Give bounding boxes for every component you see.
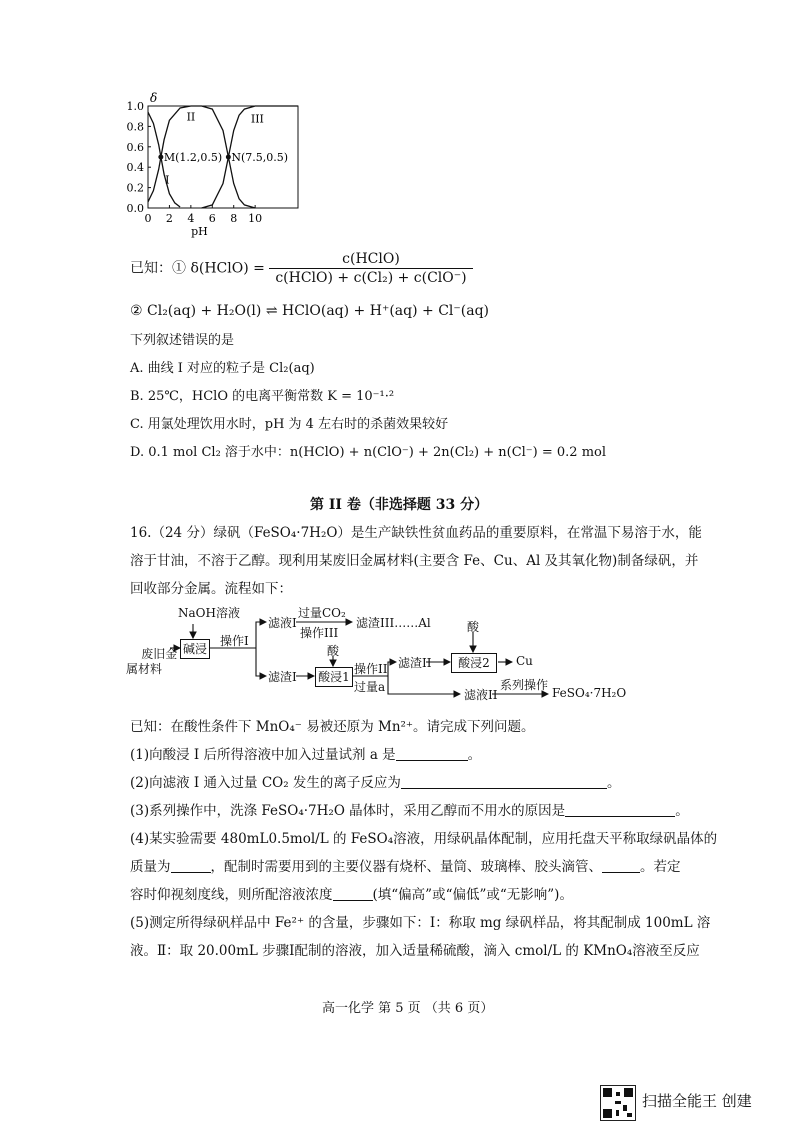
q16-sub1-text: (1)向酸浸 I 后所得溶液中加入过量试剂 a 是 bbox=[130, 747, 396, 763]
flow-excess-a: 过量a bbox=[354, 680, 386, 694]
q15-option-c: C. 用氯处理饮用水时，pH 为 4 左右时的杀菌效果较好 bbox=[130, 417, 449, 432]
flow-op2: 操作II bbox=[354, 662, 388, 676]
annotation-label: N(7.5,0.5) bbox=[231, 151, 289, 164]
flow-box-acid2: 酸浸2 bbox=[451, 653, 497, 673]
flow-diagram bbox=[120, 602, 640, 712]
delta-lhs: δ(HClO) = bbox=[190, 260, 265, 277]
q16-sub3-blank[interactable] bbox=[565, 802, 675, 817]
y-tick-label: 0.6 bbox=[126, 140, 144, 154]
x-tick-label: 4 bbox=[187, 212, 195, 225]
q16-sub4-l2c: 。若定 bbox=[640, 859, 681, 875]
flow-naoh: NaOH溶液 bbox=[178, 606, 240, 620]
q15-option-d: D. 0.1 mol Cl₂ 溶于水中：n(HClO) + n(ClO⁻) + 2n(Cl₂) + n(Cl⁻) = 0.2 mol bbox=[130, 445, 607, 460]
flow-box-alkali: 碱浸 bbox=[180, 639, 210, 659]
q15-prompt: 下列叙述错误的是 bbox=[130, 333, 235, 348]
q16-intro-line2: 溶于甘油，不溶于乙醇。现利用某废旧金属材料(主要含 Fe、Cu、Al 及其氧化物)制备绿矾，并 bbox=[130, 553, 699, 569]
y-tick-label: 0.0 bbox=[126, 202, 144, 215]
q16-sub1: (1)向酸浸 I 后所得溶液中加入过量试剂 a 是 。 bbox=[130, 747, 482, 763]
known-definition bbox=[130, 250, 473, 290]
y-axis-label: δ bbox=[150, 91, 158, 105]
flow-residue2: 滤渣II bbox=[398, 656, 432, 670]
delta-fraction bbox=[269, 250, 472, 287]
delta-numerator: c(HClO) bbox=[269, 250, 472, 269]
watermark-text: 扫描全能王 创建 bbox=[642, 1092, 752, 1110]
q16-sub4-l3a: 容时仰视刻度线，则所配溶液浓度 bbox=[130, 887, 333, 903]
annotation-point bbox=[158, 155, 163, 160]
y-tick-label: 0.4 bbox=[126, 161, 144, 175]
x-tick-label: 8 bbox=[230, 212, 238, 225]
q16-sub4-blank-instrument[interactable] bbox=[602, 858, 640, 873]
q15-option-b: B. 25℃，HClO 的电离平衡常数 K = 10⁻¹·² bbox=[130, 389, 395, 404]
q16-sub4-line3 bbox=[130, 886, 573, 904]
q16-sub3-text: (3)系列操作中，洗涤 FeSO₄·7H₂O 晶体时，采用乙醇而不用水的原因是 bbox=[130, 803, 566, 819]
q16-sub2-text: (2)向滤液 I 通入过量 CO₂ 发生的离子反应为 bbox=[130, 775, 401, 791]
q16-sub2: (2)向滤液 I 通入过量 CO₂ 发生的离子反应为 。 bbox=[130, 775, 621, 791]
series-label-II: II bbox=[186, 110, 196, 124]
y-tick-label: 1.0 bbox=[126, 100, 144, 113]
q16-sub4-blank-conc[interactable] bbox=[333, 886, 373, 901]
q16-sub5-line1: (5)测定所得绿矾样品中 Fe²⁺ 的含量，步骤如下：Ⅰ：称取 mg 绿矾样品，将其配制成 100mL 溶 bbox=[130, 915, 711, 931]
y-tick-label: 0.2 bbox=[126, 181, 144, 195]
q16-sub4-line1: (4)某实验需要 480mL0.5mol/L 的 FeSO₄溶液，用绿矾晶体配制，应用托盘天平称取绿矾晶体的 bbox=[130, 831, 718, 847]
q16-sub4-l2b: ，配制时需要用到的主要仪器有烧杯、量筒、玻璃棒、胶头滴管、 bbox=[210, 859, 602, 875]
flow-op3: 操作III bbox=[300, 626, 339, 640]
flow-box-acid1: 酸浸1 bbox=[315, 667, 353, 687]
flow-cu: Cu bbox=[516, 654, 533, 668]
q16-sub4-l3b: (填“偏高”或“偏低”或“无影响”)。 bbox=[372, 887, 573, 903]
q16-sub5-line2: 液。Ⅱ：取 20.00mL 步骤Ⅰ配制的溶液，加入适量稀硫酸，滴入 cmol/L 的 KMnO₄溶液至反应 bbox=[130, 943, 700, 959]
annotation-label: M(1.2,0.5) bbox=[163, 151, 223, 164]
q16-intro-line1: 16.（24 分）绿矾（FeSO₄·7H₂O）是生产缺铁性贫血药品的重要原料，在常温下易溶于水，能 bbox=[130, 525, 702, 541]
x-tick-label: 6 bbox=[208, 212, 216, 225]
q16-sub3: (3)系列操作中，洗涤 FeSO₄·7H₂O 晶体时，采用乙醇而不用水的原因是 。 bbox=[130, 803, 689, 819]
known-lead: 已知：① bbox=[130, 260, 186, 277]
flow-op1: 操作I bbox=[220, 634, 249, 648]
flow-residue3: 滤渣III……Al bbox=[356, 616, 431, 630]
annotation-point bbox=[226, 155, 231, 160]
series-label-I: I bbox=[165, 173, 170, 187]
flow-start-label: 废旧金 属材料 bbox=[126, 647, 178, 676]
delta-denominator: c(HClO) + c(Cl₂) + c(ClO⁻) bbox=[275, 270, 467, 286]
x-axis-label: pH bbox=[191, 225, 208, 238]
q16-sub4-line2 bbox=[130, 858, 681, 876]
x-tick-label: 2 bbox=[165, 212, 173, 225]
x-tick-label: 0 bbox=[144, 212, 152, 225]
page-footer: 高一化学 第 5 页 （共 6 页） bbox=[322, 1001, 494, 1016]
section-title: 第 II 卷（非选择题 33 分） bbox=[310, 497, 489, 513]
y-tick-label: 0.8 bbox=[126, 120, 144, 134]
q16-known-note: 已知：在酸性条件下 MnO₄⁻ 易被还原为 Mn²⁺。请完成下列问题。 bbox=[130, 719, 535, 735]
q16-sub4-l2a: 质量为 bbox=[130, 859, 171, 875]
q16-sub1-blank[interactable] bbox=[396, 746, 468, 761]
q16-sub4-blank-mass[interactable] bbox=[171, 858, 211, 873]
flow-series-op: 系列操作 bbox=[500, 678, 549, 692]
flow-acid1: 酸 bbox=[327, 644, 340, 658]
q16-intro-line3: 回收部分金属。流程如下： bbox=[130, 581, 292, 597]
q15-option-a: A. 曲线 I 对应的粒子是 Cl₂(aq) bbox=[130, 361, 315, 376]
flow-filtrate1: 滤液I bbox=[268, 616, 297, 630]
qr-code-icon bbox=[600, 1085, 636, 1121]
series-label-III: III bbox=[250, 112, 264, 126]
q16-sub2-blank[interactable] bbox=[401, 774, 607, 789]
flow-acid2: 酸 bbox=[467, 620, 480, 634]
distribution-chart bbox=[110, 90, 310, 240]
flow-product: FeSO₄·7H₂O bbox=[552, 686, 627, 700]
x-tick-label: 10 bbox=[248, 212, 263, 225]
flow-start bbox=[126, 632, 177, 692]
flow-co2: 过量CO₂ bbox=[298, 606, 346, 620]
equilibrium-equation: ② Cl₂(aq) + H₂O(l) ⇌ HClO(aq) + H⁺(aq) + Cl⁻(aq) bbox=[130, 303, 490, 319]
flow-residue1: 滤渣I bbox=[268, 670, 297, 684]
flow-filtrate2: 滤液II bbox=[464, 688, 498, 702]
